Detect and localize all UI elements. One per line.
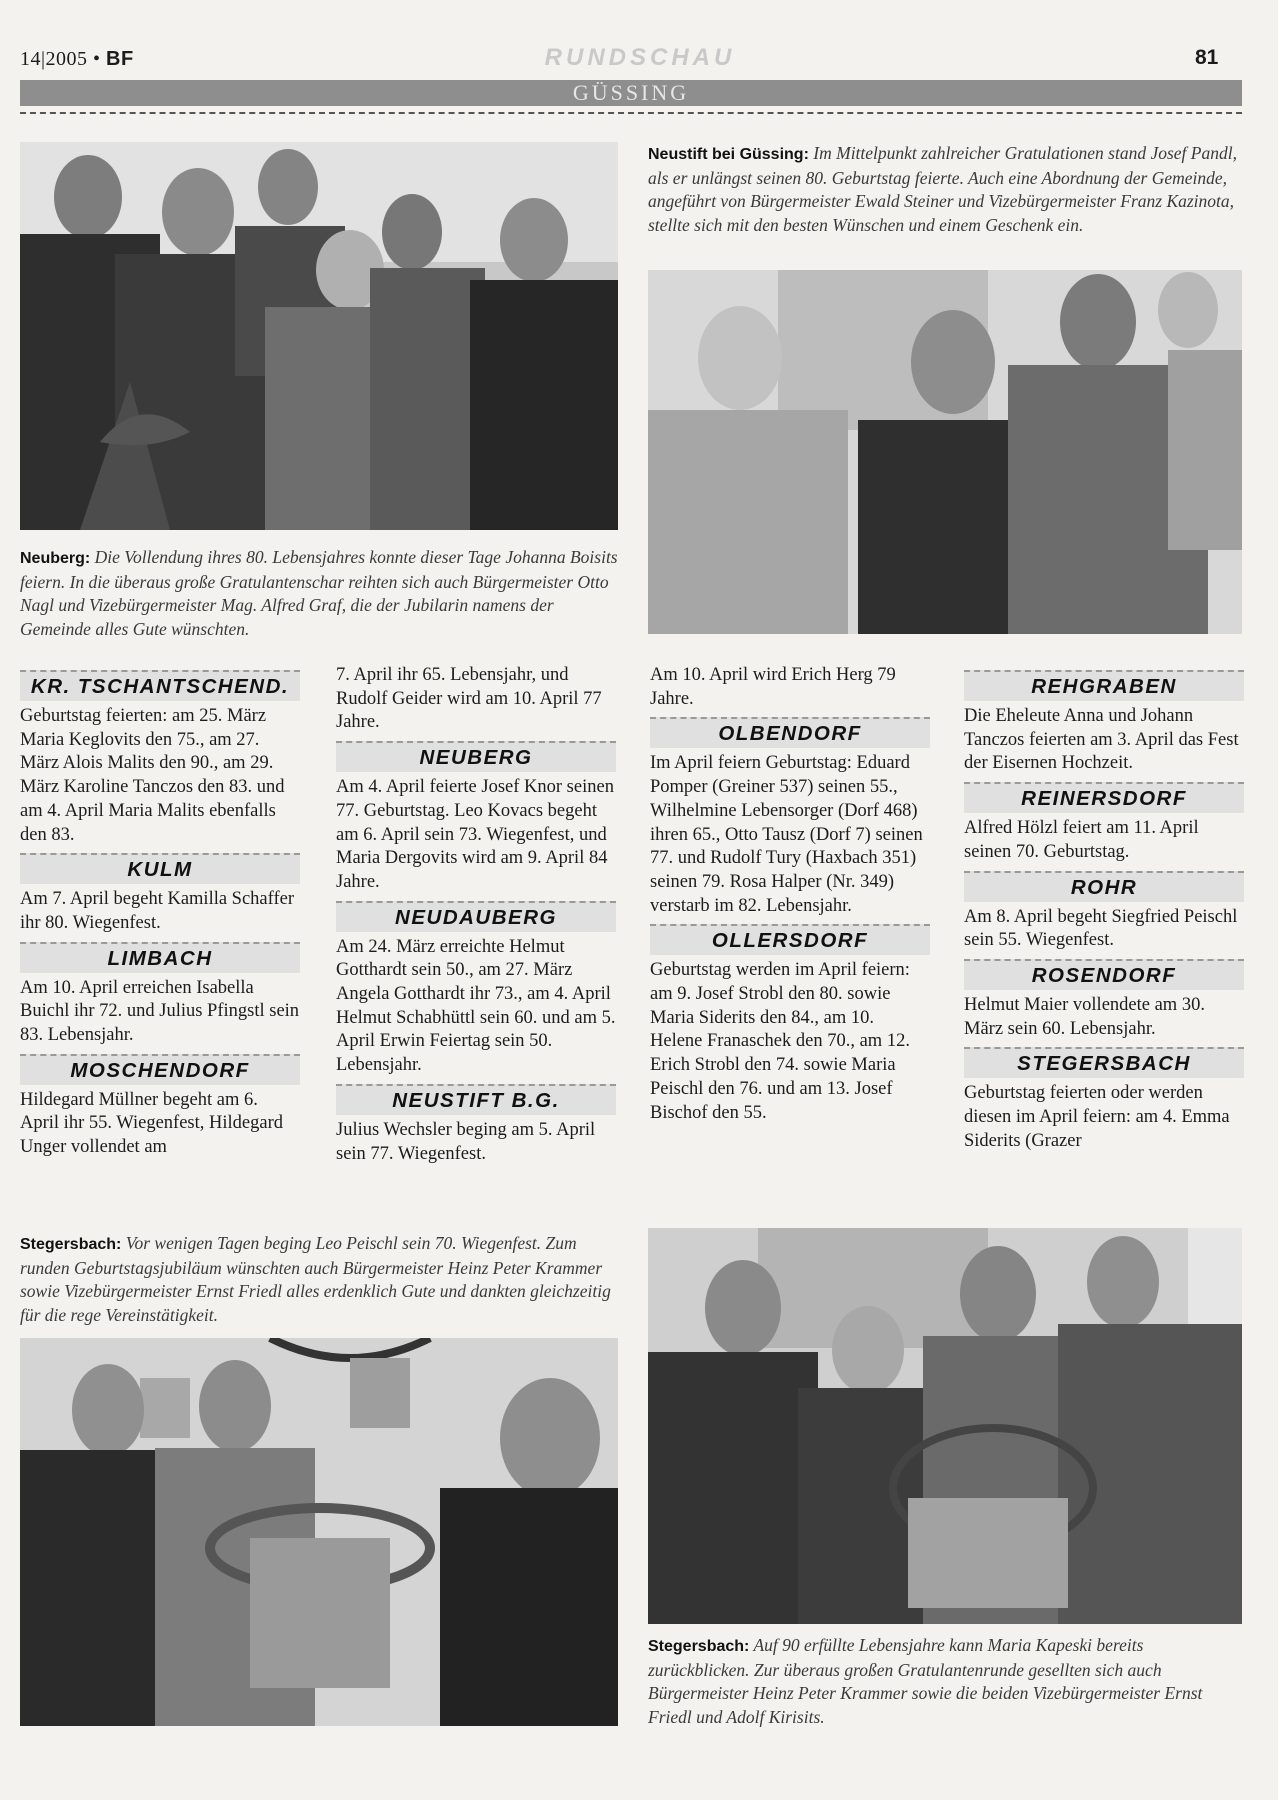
caption-neuberg [20, 546, 620, 641]
caption-place: Stegersbach: [648, 1638, 750, 1655]
caption-text: Die Vollendung ihres 80. Lebensjahres konnte dieser Tage Johanna Boisits feiern. In die überaus große Gratulantenschar reihten sich auch Bürgermeister Otto Nagl und Vizebürgermeister Mag. Alfred Graf, die der Jubilarin namens der Gemeinde alles Gute wünschten. [20, 547, 618, 639]
caption-place: Stegersbach: [20, 1236, 122, 1253]
text-continuation: Am 10. April wird Erich Herg 79 Jahre. [650, 665, 896, 709]
column-2 [336, 664, 616, 1166]
issue-info [20, 48, 134, 71]
heading-kulm: KULM [20, 853, 300, 884]
column-3 [650, 664, 930, 1125]
caption-text: Auf 90 erfüllte Lebensjahre kann Maria Kapeski bereits zurückblicken. Zur überaus großen Gratulantenrunde gesellten sich auch Bürgermeister Heinz Peter Krammer sowie die beiden Vizebürgermeister Ernst Friedl und Adolf Kirisits. [648, 1635, 1203, 1727]
text-ollersdorf: Geburtstag werden im April feiern: am 9. Josef Strobl den 80. sowie Maria Siderits den 84., am 10. Helene Franaschek den 70., am 12. Erich Strobl den 74. sowie Maria Peischl den 76. und am 13. Josef Bischof den 55. [650, 960, 910, 1123]
text-kr-tschantschend: Geburtstag feierten: am 25. März Maria Keglovits den 75., am 27. März Alois Malits den 90., am 29. März Karoline Tanczos den 83. und am 4. April Maria Malits ebenfalls den 83. [20, 706, 285, 845]
heading-olbendorf: OLBENDORF [650, 717, 930, 748]
text-continuation: 7. April ihr 65. Lebensjahr, und Rudolf Geider wird am 10. April 77 Jahre. [336, 665, 602, 733]
heading-neuberg: NEUBERG [336, 741, 616, 772]
heading-ollersdorf: OLLERSDORF [650, 924, 930, 955]
heading-stegersbach: STEGERSBACH [964, 1047, 1244, 1078]
text-neudauberg: Am 24. März erreichte Helmut Gotthardt sein 50., am 27. März Angela Gotthardt ihr 73., am 4. April Helmut Schabhüttl sein 60. und am 5. April Erwin Feiertag sein 50. Lebensjahr. [336, 936, 616, 1076]
photo-stegersbach-kapeski [648, 1228, 1242, 1624]
heading-rehgraben: REHGRABEN [964, 670, 1244, 701]
heading-neustift-bg: NEUSTIFT B.G. [336, 1084, 616, 1115]
heading-moschendorf: MOSCHENDORF [20, 1054, 300, 1085]
caption-stegersbach-kapeski [648, 1634, 1242, 1729]
page-number: 81 [1195, 46, 1219, 69]
text-rohr: Am 8. April begeht Siegfried Peischl sein 55. Wiegenfest. [964, 906, 1238, 951]
caption-place: Neuberg: [20, 550, 91, 567]
header-divider [20, 112, 1242, 114]
caption-text: Vor wenigen Tagen beging Leo Peischl sein 70. Wiegenfest. Zum runden Geburtstagsjubiläum wünschten auch Bürgermeister Heinz Peter Krammer sowie Vizebürgermeister Ernst Friedl alles erdenklich Gute und dankten gleichzeitig für die rege Vereinstätigkeit. [20, 1233, 611, 1325]
heading-reinersdorf: REINERSDORF [964, 782, 1244, 813]
region-title: GÜSSING [572, 80, 690, 105]
section-title: RUNDSCHAU [544, 44, 736, 71]
heading-limbach: LIMBACH [20, 942, 300, 973]
text-neustift-bg: Julius Wechsler beging am 5. April sein 77. Wiegenfest. [336, 1119, 596, 1164]
photo-neustift [648, 270, 1242, 634]
text-neuberg: Am 4. April feierte Josef Knor seinen 77. Geburtstag. Leo Kovacs begeht am 6. April sein 73. Wiegenfest, und Maria Dergovits wird am 9. April 84 Jahre. [336, 777, 614, 892]
text-moschendorf: Hildegard Müllner begeht am 6. April ihr 55. Wiegenfest, Hildegard Unger vollendet am [20, 1089, 283, 1158]
text-reinersdorf: Alfred Hölzl feiert am 11. April seinen 70. Geburtstag. [964, 818, 1199, 862]
text-rehgraben: Die Eheleute Anna und Johann Tanczos feierten am 3. April das Fest der Eisernen Hochzeit. [964, 706, 1239, 774]
heading-rohr: ROHR [964, 871, 1244, 902]
column-4 [964, 664, 1244, 1153]
photo-stegersbach-peischl [20, 1338, 618, 1726]
text-rosendorf: Helmut Maier vollendete am 30. März sein 60. Lebensjahr. [964, 994, 1205, 1039]
bullet: • [93, 48, 101, 70]
caption-place: Neustift bei Güssing: [648, 146, 809, 163]
caption-text: Im Mittelpunkt zahlreicher Gratulationen stand Josef Pandl, als er unlängst seinen 80. Geburtstag feierte. Auch eine Abordnung der Gemeinde, angeführt von Bürgermeister Ewald Steiner und Vizebürgermeister Franz Kazinota, stellte sich mit den besten Wünschen und einem Geschenk ein. [648, 143, 1237, 235]
text-kulm: Am 7. April begeht Kamilla Schaffer ihr 80. Wiegenfest. [20, 889, 295, 933]
photo-neuberg-group [20, 142, 618, 530]
text-olbendorf: Im April feiern Geburtstag: Eduard Pomper (Greiner 537) seinen 55., Wilhelmine Lebensorger (Dorf 468) ihren 65., Otto Tausz (Dorf 7) seinen 77. und Rudolf Tury (Haxbach 351) seinen 79. Rosa Halper (Nr. 349) verstarb im 82. Lebensjahr. [650, 753, 923, 916]
heading-neudauberg: NEUDAUBERG [336, 901, 616, 932]
column-1 [20, 664, 300, 1160]
text-stegersbach: Geburtstag feierten oder werden diesen im April feiern: am 4. Emma Siderits (Grazer [964, 1083, 1230, 1151]
heading-rosendorf: ROSENDORF [964, 959, 1244, 990]
issue-number: 14|2005 [20, 48, 88, 70]
caption-stegersbach-peischl [20, 1232, 620, 1327]
brand-logo: BF [106, 48, 134, 70]
region-banner [20, 80, 1242, 106]
text-limbach: Am 10. April erreichen Isabella Buichl ihr 72. und Julius Pfingstl sein 83. Lebensjahr. [20, 977, 300, 1046]
caption-neustift [648, 142, 1240, 237]
heading-kr-tschantschend: KR. TSCHANTSCHEND. [20, 670, 300, 701]
